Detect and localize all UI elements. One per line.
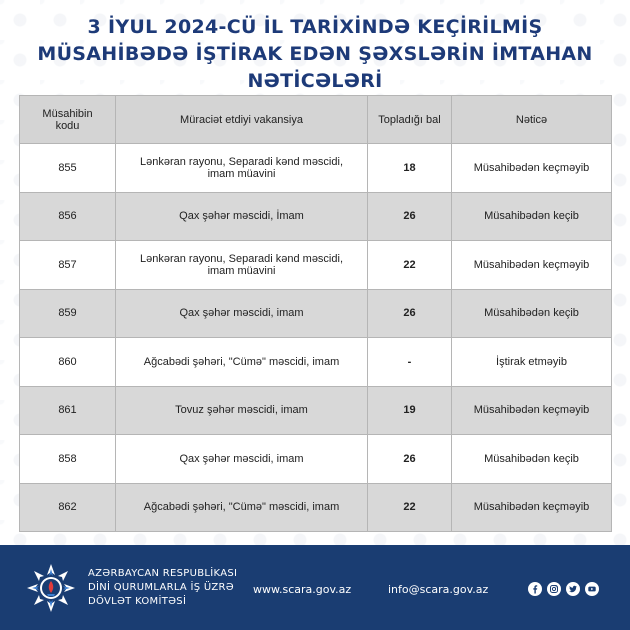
cell-result: Müsahibədən keçməyib: [452, 386, 612, 435]
website-link[interactable]: www.scara.gov.az: [253, 583, 352, 596]
results-table-container: [19, 95, 611, 531]
cell-code: 861: [20, 386, 116, 435]
cell-code: 856: [20, 192, 116, 241]
header-result: Nəticə: [452, 96, 612, 144]
cell-vacancy: Qax şəhər məscidi, imam: [116, 289, 368, 338]
table-row: [20, 386, 612, 435]
cell-vacancy: Tovuz şəhər məscidi, imam: [116, 386, 368, 435]
cell-score: 26: [368, 435, 452, 484]
cell-score: 18: [368, 144, 452, 193]
organization-name: [88, 567, 237, 609]
cell-result: Müsahibədən keçib: [452, 192, 612, 241]
table-row: [20, 289, 612, 338]
cell-score: 19: [368, 386, 452, 435]
cell-code: 858: [20, 435, 116, 484]
youtube-icon[interactable]: [585, 582, 599, 596]
cell-score: 26: [368, 289, 452, 338]
header-score: Topladığı bal: [368, 96, 452, 144]
header-vacancy: Müraciət etdiyi vakansiya: [116, 96, 368, 144]
cell-vacancy: Ağcabədi şəhəri, "Cümə" məscidi, imam: [116, 483, 368, 532]
cell-result: Müsahibədən keçib: [452, 435, 612, 484]
instagram-icon[interactable]: [547, 582, 561, 596]
cell-code: 862: [20, 483, 116, 532]
table-row: [20, 192, 612, 241]
cell-code: 857: [20, 241, 116, 290]
footer-bar: [0, 545, 630, 630]
title-line-2: MÜSAHİBƏDƏ İŞTİRAK EDƏN ŞƏXSLƏRİN İMTAHAN NƏTİCƏLƏRİ: [37, 43, 593, 92]
cell-vacancy: Lənkəran rayonu, Separadi kənd məscidi, imam müavini: [116, 241, 368, 290]
state-committee-logo-icon: [26, 563, 76, 613]
twitter-icon[interactable]: [566, 582, 580, 596]
cell-result: Müsahibədən keçib: [452, 289, 612, 338]
social-icons: [528, 582, 599, 596]
org-line-3: DÖVLƏT KOMİTƏSİ: [88, 596, 187, 607]
results-table: [19, 95, 612, 532]
facebook-icon[interactable]: [528, 582, 542, 596]
cell-code: 859: [20, 289, 116, 338]
table-row: [20, 483, 612, 532]
org-line-2: DİNİ QURUMLARLA İŞ ÜZRƏ: [88, 582, 234, 593]
email-link[interactable]: info@scara.gov.az: [388, 583, 489, 596]
cell-vacancy: Lənkəran rayonu, Separadi kənd məscidi, imam müavini: [116, 144, 368, 193]
table-row: [20, 435, 612, 484]
cell-code: 860: [20, 338, 116, 387]
cell-result: İştirak etməyib: [452, 338, 612, 387]
cell-result: Müsahibədən keçməyib: [452, 241, 612, 290]
table-row: [20, 144, 612, 193]
cell-vacancy: Qax şəhər məscidi, imam: [116, 435, 368, 484]
header-code: Müsahibin kodu: [20, 96, 116, 144]
cell-result: Müsahibədən keçməyib: [452, 144, 612, 193]
table-row: [20, 338, 612, 387]
cell-score: 26: [368, 192, 452, 241]
table-row: [20, 241, 612, 290]
org-line-1: AZƏRBAYCAN RESPUBLİKASI: [88, 568, 238, 579]
cell-score: 22: [368, 483, 452, 532]
cell-vacancy: Qax şəhər məscidi, İmam: [116, 192, 368, 241]
cell-score: 22: [368, 241, 452, 290]
cell-result: Müsahibədən keçməyib: [452, 483, 612, 532]
cell-vacancy: Ağcabədi şəhəri, "Cümə" məscidi, imam: [116, 338, 368, 387]
table-header-row: [20, 96, 612, 144]
title-line-1: 3 İYUL 2024-CÜ İL TARİXİNDƏ KEÇİRİLMİŞ: [87, 16, 543, 38]
cell-score: -: [368, 338, 452, 387]
page-title: [0, 14, 630, 95]
cell-code: 855: [20, 144, 116, 193]
